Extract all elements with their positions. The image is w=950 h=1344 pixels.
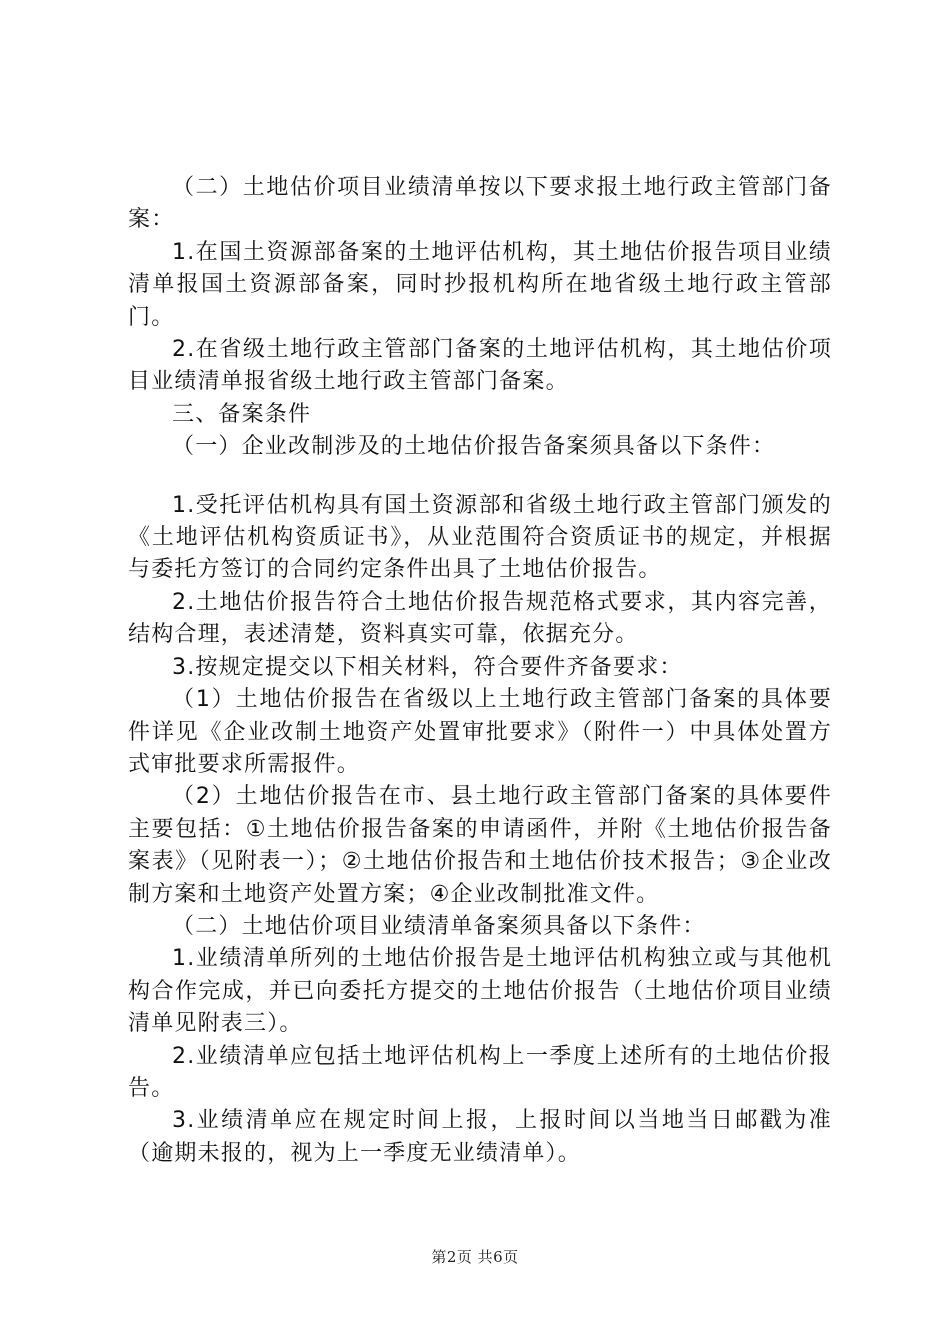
paragraph-condition-3-2: （2）土地估价报告在市、县土地行政主管部门备案的具体要件主要包括：①土地估价报告备案的申请函件，并附《土地估价报告备案表》（见附表一）；②土地估价报告和土地估价技术报告；③企业改制方案和土地资产处置方案；④企业改制批准文件。 (128, 784, 832, 907)
paragraph-item-1: 1.在国土资源部备案的土地评估机构，其土地估价报告项目业绩清单报国土资源部备案，同时抄报机构所在地省级土地行政主管部门。 (128, 239, 832, 330)
paragraph-list-condition-2: 2.业绩清单应包括土地评估机构上一季度上述所有的土地估价报告。 (128, 1043, 832, 1101)
paragraph-condition-2: 2.土地估价报告符合土地估价报告规范格式要求，其内容完善，结构合理，表述清楚，资料真实可靠，依据充分。 (128, 589, 832, 648)
page-number-footer: 第2页 共6页 (431, 1248, 519, 1266)
paragraph-subsection-1-heading: （一）企业改制涉及的土地估价报告备案须具备以下条件： (172, 434, 776, 460)
paragraph-list-condition-1: 1.业绩清单所列的土地估价报告是土地评估机构独立或与其他机构合作完成，并已向委托方提交的土地估价报告（土地估价项目业绩清单见附表三）。 (128, 946, 832, 1037)
paragraph-condition-3: 3.按规定提交以下相关材料，符合要件齐备要求： (172, 654, 683, 680)
paragraph-list-condition-3: 3.业绩清单应在规定时间上报，上报时间以当地当日邮戳为准（逾期未报的，视为上一季度无业绩清单）。 (128, 1108, 832, 1166)
paragraph-subsection-2-heading: （二）土地估价项目业绩清单备案须具备以下条件： (172, 913, 706, 939)
paragraph-item-2: 2.在省级土地行政主管部门备案的土地评估机构，其土地估价项目业绩清单报省级土地行政主管部门备案。 (128, 337, 832, 395)
paragraph-condition-3-1: （1）土地估价报告在省级以上土地行政主管部门备案的具体要件详见《企业改制土地资产处置审批要求》（附件一）中具体处置方式审批要求所需报件。 (128, 687, 832, 777)
section-heading-filing-conditions: 三、备案条件 (172, 401, 312, 427)
paragraph-condition-1: 1.受托评估机构具有国土资源部和省级土地行政主管部门颁发的《土地评估机构资质证书》，从业范围符合资质证书的规定，并根据与委托方签订的合同约定条件出具了土地估价报告。 (128, 492, 832, 583)
document-body (128, 172, 832, 1170)
paragraph-section-2-heading: （二）土地估价项目业绩清单按以下要求报土地行政主管部门备案： (128, 175, 832, 233)
